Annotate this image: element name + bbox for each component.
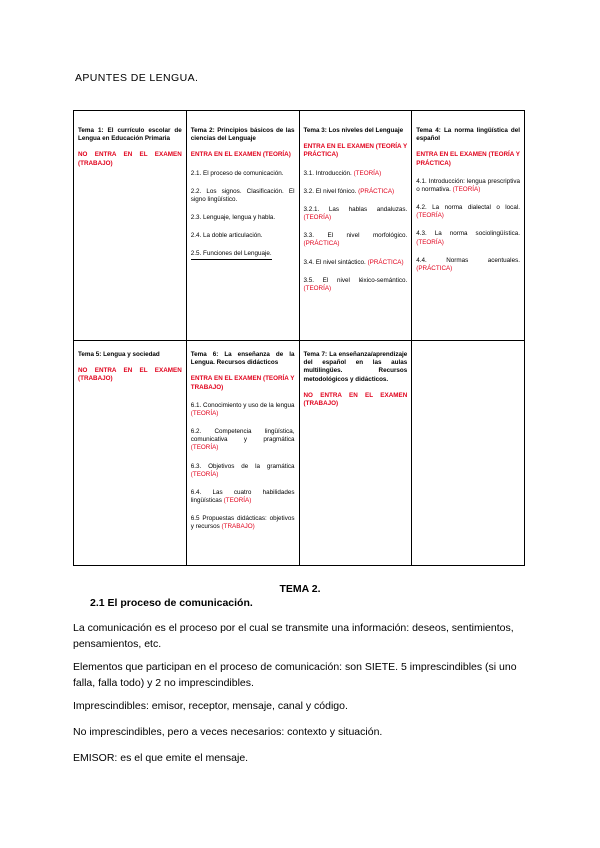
topic-item-text: 2.2. Los signos. Clasificación. El signo lingüístico. <box>190 187 295 203</box>
topic-item-tag: (TEORÍA) <box>452 185 481 193</box>
topic-item <box>416 257 520 273</box>
exam-status: ENTRA EN EL EXAMEN (TEORÍA Y TRABAJO) <box>190 375 295 391</box>
topic-item-tag: (TEORÍA) <box>190 409 219 417</box>
topic-item-tag: (PRÁCTICA) <box>416 264 453 272</box>
topic-item-tag: (TEORÍA) <box>353 169 382 177</box>
topic-item <box>304 206 408 222</box>
tema-title: Tema 2: Principios básicos de las ciencias del Lenguaje <box>190 127 295 143</box>
topic-item <box>191 188 295 204</box>
tema-title: Tema 4: La norma lingüística del español <box>416 127 520 143</box>
tema-title: Tema 1: El currículo escolar de Lengua en Educación Primaria <box>78 127 182 143</box>
paragraph: No imprescindibles, pero a veces necesarios: contexto y situación. <box>73 726 383 738</box>
topic-item <box>304 259 408 267</box>
paragraph: Imprescindibles: emisor, receptor, mensaje, canal y código. <box>73 700 348 712</box>
table-cell-tema-2 <box>186 111 299 341</box>
topic-item <box>191 428 295 453</box>
exam-status: NO ENTRA EN EL EXAMEN (TRABAJO) <box>303 391 408 407</box>
table-cell-tema-5 <box>74 341 187 566</box>
paragraph: EMISOR: es el que emite el mensaje. <box>73 752 249 764</box>
topic-item-text: 6.3. Objetivos de la gramática <box>190 462 295 470</box>
topic-item-tag: (TEORÍA) <box>416 212 444 220</box>
topic-item-text: 2.4. La doble articulación. <box>190 232 263 240</box>
topic-item <box>191 250 295 258</box>
topic-item-tag: (TEORÍA) <box>223 497 252 505</box>
topic-item <box>304 277 408 293</box>
topic-item <box>416 230 520 246</box>
section-title: TEMA 2. <box>279 583 321 595</box>
topic-item-text: 3.1. Introducción. <box>303 169 354 177</box>
topic-item-text: 6.2. Competencia lingüística, comunicativa y pragmática <box>190 428 295 444</box>
topic-item-tag: (PRÁCTICA) <box>303 240 340 248</box>
tema-title: Tema 3: Los niveles del Lenguaje <box>303 127 404 134</box>
topic-item-text: 3.2.1. Las hablas andaluzas. <box>303 205 408 213</box>
topic-item-tag: (PRÁCTICA) <box>358 187 395 195</box>
tema-title: Tema 7: La enseñanza/aprendizaje del español en las aulas multilingües. Recursos metodológicos y didácticos. <box>303 351 408 383</box>
table-cell-tema-4 <box>412 111 525 341</box>
table-cell-tema-1 <box>74 111 187 341</box>
table-row <box>74 111 525 341</box>
topic-item-tag: (TEORÍA) <box>190 470 219 478</box>
table-cell-tema-6 <box>186 341 299 566</box>
topic-item <box>304 170 408 178</box>
topic-item-text: 6.5 Propuestas didácticas: objetivos y recursos <box>190 515 295 531</box>
exam-status: NO ENTRA EN EL EXAMEN (TRABAJO) <box>78 367 182 383</box>
topic-item <box>191 232 295 240</box>
topic-item-tag: (TEORÍA) <box>303 214 332 222</box>
topic-item-tag: (TRABAJO) <box>221 523 255 531</box>
topic-item <box>304 188 408 196</box>
topic-item-text: 4.1. Introducción: lengua prescriptiva o normativa. <box>416 177 520 193</box>
topic-item-text: 4.4. Normas acentuales. <box>416 256 520 264</box>
topic-item <box>191 214 295 222</box>
topic-item-text: 6.4. Las cuatro habilidades lingüísticas <box>190 488 295 505</box>
topic-item <box>191 463 295 479</box>
table-row <box>74 341 525 566</box>
topic-item-text: 3.3. El nivel morfológico. <box>303 232 408 240</box>
topic-item-text: 6.1. Conocimiento y uso de la lengua <box>190 401 295 409</box>
topic-item <box>304 232 408 248</box>
topic-item-text: 2.3. Lenguaje, lengua y habla. <box>190 214 276 222</box>
tema-title: Tema 5: Lengua y sociedad <box>78 351 160 358</box>
section-subtitle: 2.1 El proceso de comunicación. <box>90 597 253 609</box>
table-cell-tema-7 <box>299 341 412 566</box>
topic-item-tag: (PRÁCTICA) <box>367 258 404 266</box>
topic-item-tag: (TEORÍA) <box>303 284 332 292</box>
page-title: APUNTES DE LENGUA. <box>75 72 199 84</box>
syllabus-table <box>73 110 525 566</box>
topic-item-text: 2.1. El proceso de comunicación. <box>190 169 284 177</box>
paragraph: La comunicación es el proceso por el cual se transmite una información: deseos, sentimientos, pensamientos, etc. <box>73 622 514 650</box>
topic-item <box>416 178 520 194</box>
table-cell-empty <box>412 341 525 566</box>
topic-item <box>191 170 295 178</box>
topic-item <box>191 515 295 531</box>
topic-item-text: 2.5. Funciones del Lenguaje. <box>191 250 272 260</box>
tema-title: Tema 6: La enseñanza de la Lengua. Recursos didácticos <box>190 351 295 367</box>
exam-status: ENTRA EN EL EXAMEN (TEORÍA Y PRÁCTICA) <box>416 151 520 167</box>
topic-item-tag: (TEORÍA) <box>416 238 444 246</box>
topic-item-text: 4.2. La norma dialectal o local. <box>416 204 520 212</box>
topic-item-text: 3.5. El nivel léxico-semántico. <box>303 276 408 284</box>
exam-status: NO ENTRA EN EL EXAMEN (TRABAJO) <box>78 151 182 167</box>
topic-item-text: 4.3. La norma sociolingüística. <box>416 230 520 238</box>
topic-item <box>191 402 295 418</box>
topic-item-text: 3.2. El nivel fónico. <box>303 187 359 195</box>
exam-status: ENTRA EN EL EXAMEN (TEORÍA Y PRÁCTICA) <box>303 143 408 159</box>
paragraph: Elementos que participan en el proceso de comunicación: son SIETE. 5 imprescindibles (si uno falla, falla todo) y 2 no imprescindibles. <box>73 661 517 689</box>
table-cell-tema-3 <box>299 111 412 341</box>
topic-item-tag: (TEORÍA) <box>190 444 219 452</box>
topic-item-text: 3.4. El nivel sintáctico. <box>303 258 368 266</box>
topic-item <box>191 489 295 505</box>
exam-status: ENTRA EN EL EXAMEN (TEORÍA) <box>190 151 291 159</box>
topic-item <box>416 204 520 220</box>
